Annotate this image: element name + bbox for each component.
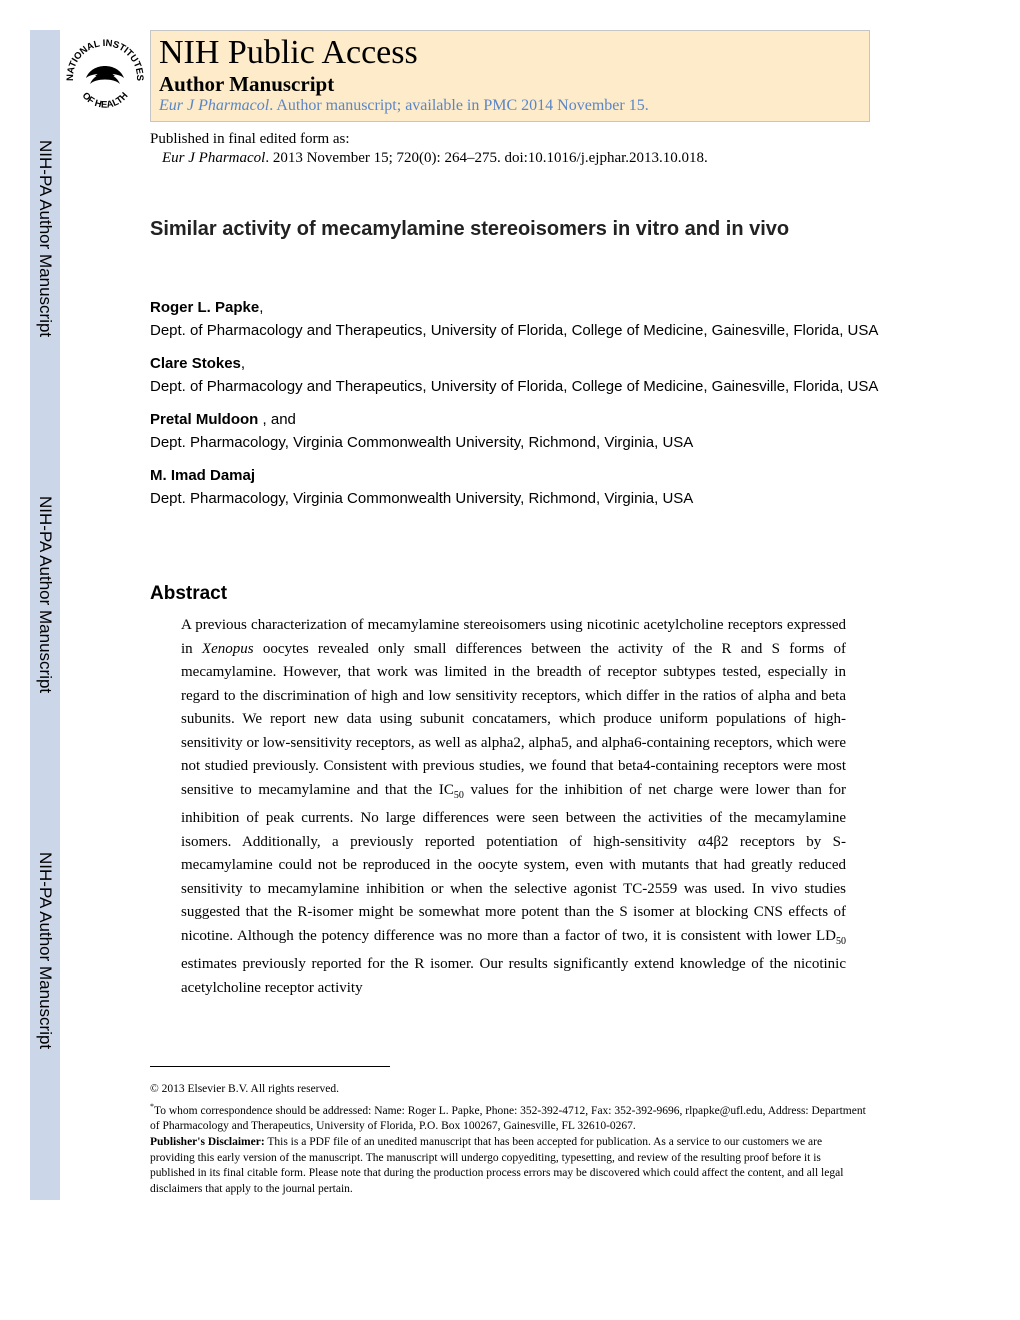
author-separator: ,: [240, 355, 246, 372]
published-citation: [150, 149, 708, 168]
author-name: Pretal Muldoon: [150, 411, 259, 428]
abstract-heading: Abstract: [150, 583, 228, 604]
author-name: M. Imad Damaj: [150, 467, 256, 484]
author-affiliation: Dept. Pharmacology, Virginia Commonwealth University, Richmond, Virginia, USA: [150, 434, 694, 451]
citation-details: . 2013 November 15; 720(0): 264–275. doi:10.1016/j.ejphar.2013.10.018.: [265, 150, 708, 166]
publisher-disclaimer: [150, 1135, 868, 1197]
copyright-note: © 2013 Elsevier B.V. All rights reserved.: [150, 1083, 339, 1095]
citation-journal: Eur J Pharmacol: [162, 150, 266, 166]
header-journal: Eur J Pharmacol: [159, 97, 270, 114]
published-label: Published in final edited form as:: [150, 131, 350, 147]
logo-ring-top-text: NATIONAL INSTITUTES: [64, 37, 146, 82]
disclaimer-text: This is a PDF file of an unedited manuscript that has been accepted for publication. As a service to our customers we are providing this early version of the manuscript. The manuscript will undergo copyediting, typesetting, and review of the resulting proof before it is published in its final citable form. Please note that during the production process errors may be discovered which could affect the content, and all legal disclaimers that apply to the journal pertain.: [150, 1136, 844, 1195]
author-manuscript-label: Author Manuscript: [159, 72, 335, 96]
published-info: [150, 130, 708, 168]
footnote-divider: [150, 1066, 390, 1067]
abstract-xenopus: Xenopus: [201, 640, 254, 657]
author-separator: ,: [259, 299, 264, 316]
footnotes: [150, 1082, 868, 1198]
author-name: Roger L. Papke: [150, 299, 260, 316]
nih-header-box: [150, 30, 870, 122]
author-entry: [150, 352, 880, 398]
logo-emblem-icon: [86, 66, 124, 84]
abstract-body: [181, 614, 846, 1000]
header-availability: . Author manuscript; available in PMC 2014 November 15.: [269, 97, 649, 114]
author-affiliation: Dept. of Pharmacology and Therapeutics, University of Florida, College of Medicine, Gainesville, Florida, USA: [150, 322, 879, 339]
abstract-text-3: values for the inhibition of net charge were lower than for inhibition of peak currents. No large differences were seen between the activities of the mecamylamine isomers. Additionally, a previously reported potentiation of high-sensitivity α4β2 receptors by S-mecamylamine could not be reproduced in the oocyte system, even with mutants that had greatly reduced sensitivity to mecamylamine inhibition or when the selective agonist TC-2559 was used. In vivo studies suggested that the R-isomer might be somewhat more potent than the S isomer at blocking CNS effects of nicotine. Although the potency difference was no more than a factor of two, it is consistent with lower LD: [181, 781, 847, 944]
disclaimer-label: Publisher's Disclaimer:: [150, 1136, 265, 1149]
author-affiliation: Dept. of Pharmacology and Therapeutics, University of Florida, College of Medicine, Gainesville, Florida, USA: [150, 378, 879, 395]
correspondence-note: [150, 1099, 868, 1135]
author-separator: , and: [262, 411, 296, 428]
author-affiliation: Dept. Pharmacology, Virginia Commonwealth University, Richmond, Virginia, USA: [150, 490, 694, 507]
footnote-star: *: [150, 1101, 154, 1111]
author-entry: [150, 464, 880, 510]
abstract-text-4: estimates previously reported for the R isomer. Our results significantly extend knowledge of the nicotinic acetylcholine receptor activity: [181, 956, 846, 996]
nih-public-access-title: NIH Public Access: [159, 34, 418, 71]
author-list: [150, 296, 880, 520]
availability-line: [159, 96, 861, 116]
author-entry: [150, 408, 880, 454]
ic50-subscript: 50: [453, 789, 464, 801]
nih-logo-icon: [62, 32, 148, 118]
ld50-subscript: 50: [836, 935, 846, 947]
logo-ring-bottom-text: OF HEALTH: [79, 90, 131, 111]
correspondence-text: To whom correspondence should be addressed: Name: Roger L. Papke, Phone: 352-392-4712, Fax: 352-392-9696, rlpapke@ufl.edu, Address: Department of Pharmacology and Therapeutics, University of Florida, P.O. Box 100267, Gainesville, FL 32610-0267.: [150, 1104, 866, 1132]
article-title: Similar activity of mecamylamine stereoisomers in vitro and in vivo: [150, 218, 790, 240]
abstract-text-1: A previous characterization of mecamylamine stereoisomers using nicotinic acetylcholine receptors expressed in: [181, 617, 846, 657]
abstract-text-2: oocytes revealed only small differences between the activity of the R and S forms of mecamylamine. However, that work was limited in the breadth of receptor subtypes tested, especially in regard to the discrimination of high and low sensitivity receptors, which differ in the ratios of alpha and beta subunits. We report new data using subunit concatamers, which produce uniform populations of high-sensitivity or low-sensitivity receptors, as well as alpha2, alpha5, and alpha6-containing receptors, which were not studied previously. Consistent with previous studies, we found that beta4-containing receptors were most sensitive to mecamylamine and that the IC: [181, 640, 847, 798]
author-entry: [150, 296, 880, 342]
author-name: Clare Stokes: [150, 355, 241, 372]
